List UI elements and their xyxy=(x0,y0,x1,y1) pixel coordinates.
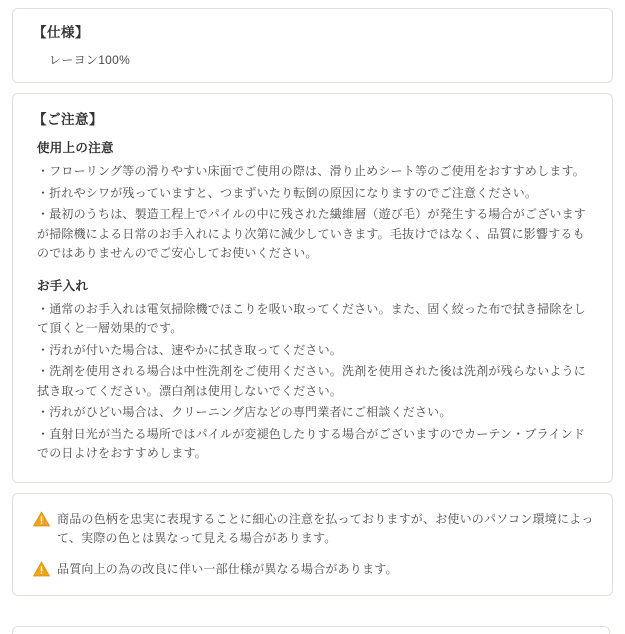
spec-material: レーヨン100% xyxy=(49,53,131,67)
care-item: ・汚れが付いた場合は、速やかに拭き取ってください。 xyxy=(37,342,343,357)
usage-item: ・最初のうちは、製造工程上でパイルの中に残された繊維層（遊び毛）が発生する場合がございますが掃除機による日常のお手入れにより次第に減少していきます。毛抜けではなく、品質に影響するものではありませんのでご安心してお使いください。 xyxy=(37,207,587,260)
care-subheading: お手入れ xyxy=(37,278,89,293)
care-item: ・直射日光が当たる場所ではパイルが変褪色したりする場合がございますのでカーテン・ブラインドでの日よけをおすすめします。 xyxy=(37,426,586,460)
notice-text: 品質向上の為の改良に伴い一部仕様が異なる場合があります。 xyxy=(57,561,398,576)
caution-heading: 【ご注意】 xyxy=(33,112,103,127)
warning-icon xyxy=(33,561,50,577)
notice-row xyxy=(31,510,594,548)
usage-subheading: 使用上の注意 xyxy=(37,141,114,155)
care-item: ・汚れがひどい場合は、クリーニング店などの専門業者にご相談ください。 xyxy=(37,405,452,419)
next-section-divider xyxy=(12,626,610,634)
notice-row xyxy=(31,560,594,579)
warning-icon xyxy=(33,511,50,527)
usage-item: ・折れやシワが残っていますと、つまずいたり転倒の原因になりますのでご注意ください。 xyxy=(37,185,538,200)
spec-heading: 【仕様】 xyxy=(33,25,89,40)
spec-card xyxy=(12,8,613,83)
notice-card xyxy=(12,493,613,596)
care-item: ・通常のお手入れは電気掃除機でほこりを吸い取ってください。また、固く絞った布で拭き掃除をして頂くと一層効果的です。 xyxy=(37,301,587,335)
caution-card xyxy=(12,93,613,483)
notice-text: 商品の色柄を忠実に表現することに細心の注意を払っておりますが、お使いのパソコン環境によって、実際の色とは異なって見える場合があります。 xyxy=(57,511,594,545)
usage-item: ・フローリング等の滑りやすい床面でご使用の際は、滑り止めシート等のご使用をおすすめします。 xyxy=(37,164,585,178)
care-item: ・洗剤を使用される場合は中性洗剤をご使用ください。洗剤を使用された後は洗剤が残らないように拭き取ってください。漂白剤は使用しないでください。 xyxy=(37,364,587,398)
